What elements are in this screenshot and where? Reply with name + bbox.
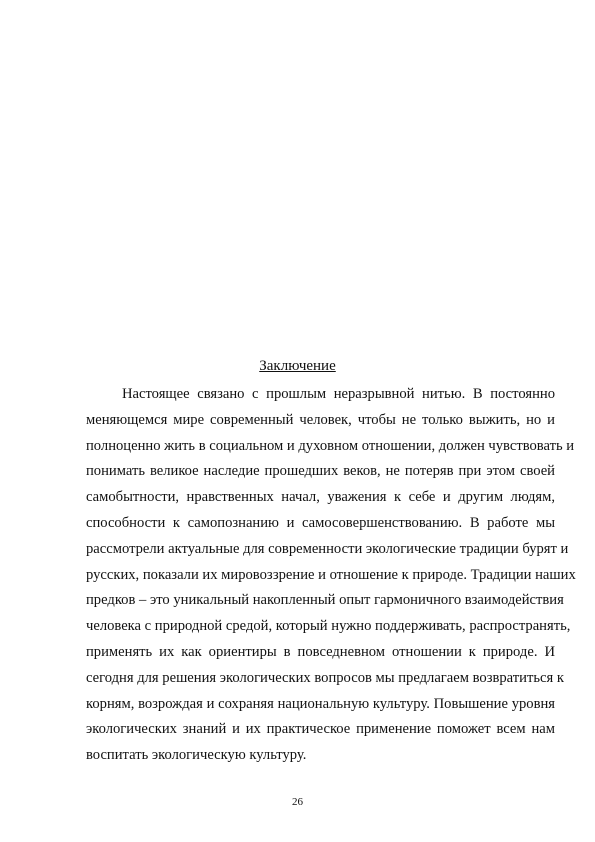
paragraph-line: меняющемся мире современный человек, чтобы не только выжить, но и: [86, 411, 555, 428]
paragraph-line: полноценно жить в социальном и духовном отношении, должен чувствовать и: [86, 437, 575, 454]
paragraph-line: Настоящее связано с прошлым неразрывной нитью. В постоянно: [122, 386, 555, 402]
paragraph-line: русских, показали их мировоззрение и отношение к природе. Традиции наших: [86, 566, 576, 583]
conclusion-paragraph: [86, 382, 576, 769]
paragraph-line: понимать великое наследие прошедших веков, не потеряв при этом своей: [86, 463, 555, 480]
paragraph-line: предков – это уникальный накопленный опыт гармоничного взаимодействия: [86, 592, 564, 609]
section-heading: Заключение: [259, 358, 336, 374]
paragraph-line: человека с природной средой, который нужно поддерживать, распространять,: [86, 618, 571, 635]
paragraph-line: применять их как ориентиры в повседневном отношении к природе. И: [86, 643, 555, 660]
paragraph-line: самобытности, нравственных начал, уважения к себе и другим людям,: [86, 489, 555, 506]
paragraph-line: сегодня для решения экологических вопросов мы предлагаем возвратиться к: [86, 669, 564, 686]
paragraph-line: воспитать экологическую культуру.: [86, 747, 307, 764]
paragraph-line: способности к самопознанию и самосовершенствованию. В работе мы: [86, 514, 555, 531]
paragraph-line: экологических знаний и их практическое применение поможет всем нам: [86, 721, 555, 738]
paragraph-line: рассмотрели актуальные для современности экологические традиции бурят и: [86, 540, 569, 557]
paragraph-line: корням, возрождая и сохраняя национальную культуру. Повышение уровня: [86, 695, 555, 712]
page-number: 26: [292, 796, 303, 808]
